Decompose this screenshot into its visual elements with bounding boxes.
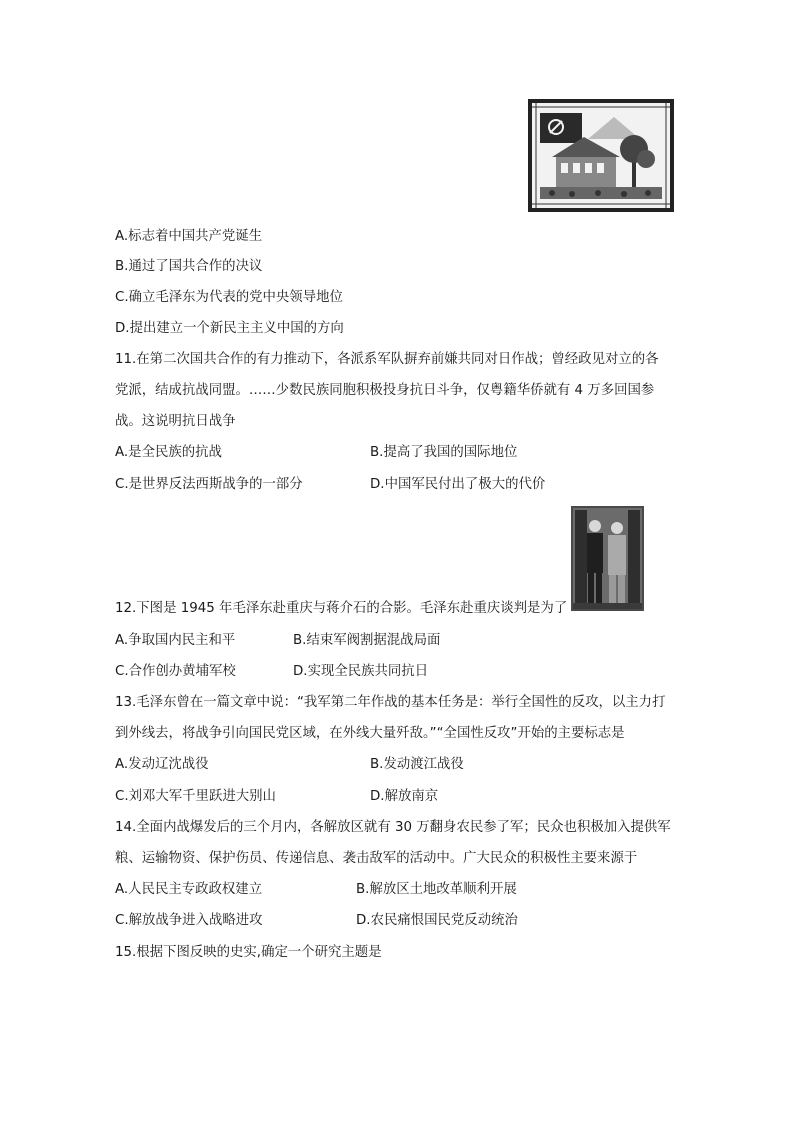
q13-stem-line2: 到外线去，将战争引向国民党区域，在外线大量歼敌。”“全国性反攻”开始的主要标志是: [115, 726, 625, 741]
q11-option-c: C.是世界反法西斯战争的一部分: [115, 477, 303, 492]
q14-option-c: C.解放战争进入战略进攻: [115, 913, 263, 928]
q13-option-b: B.发动渡江战役: [370, 757, 464, 772]
woodcut-image: [528, 99, 674, 212]
q14-stem-line2: 粮、运输物资、保护伤员、传递信息、袭击敌军的活动中。广大民众的积极性主要来源于: [115, 851, 638, 866]
q15-stem: 15.根据下图反映的史实,确定一个研究主题是: [115, 945, 382, 960]
q11-stem-line1: 11.在第二次国共合作的有力推动下，各派系军队摒弃前嫌共同对日作战；曾经政见对立的各: [115, 352, 659, 367]
q10-option-d: D.提出建立一个新民主主义中国的方向: [115, 321, 344, 336]
q13-option-c: C.刘邓大军千里跃进大别山: [115, 789, 276, 804]
q11-option-d: D.中国军民付出了极大的代价: [370, 477, 546, 492]
q13-option-d: D.解放南京: [370, 789, 439, 804]
q11-stem-line2: 党派，结成抗战同盟。……少数民族同胞积极投身抗日斗争，仅粤籍华侨就有 4 万多回国参: [115, 383, 655, 398]
q14-stem-line1: 14.全面内战爆发后的三个月内，各解放区就有 30 万翻身农民参了军；民众也积极加入提供军: [115, 820, 671, 835]
q11-stem-line3: 战。这说明抗日战争: [115, 414, 236, 429]
q13-stem-line1: 13.毛泽东曾在一篇文章中说：“我军第二年作战的基本任务是：举行全国性的反攻，以主力打: [115, 695, 666, 710]
q10-option-b: B.通过了国共合作的决议: [115, 259, 263, 274]
q12-stem: 12.下图是 1945 年毛泽东赴重庆与蒋介石的合影。毛泽东赴重庆谈判是为了: [115, 601, 568, 616]
q13-option-a: A.发动辽沈战役: [115, 757, 209, 772]
q12-option-a: A.争取国内民主和平: [115, 633, 236, 648]
q10-option-a: A.标志着中国共产党诞生: [115, 229, 263, 244]
q10-option-c: C.确立毛泽东为代表的党中央领导地位: [115, 290, 343, 305]
q14-option-a: A.人民民主专政政权建立: [115, 882, 263, 897]
q12-option-c: C.合作创办黄埔军校: [115, 664, 236, 679]
q12-option-b: B.结束军阀割据混战局面: [293, 633, 441, 648]
q14-option-b: B.解放区土地改革顺利开展: [356, 882, 517, 897]
q11-option-b: B.提高了我国的国际地位: [370, 445, 518, 460]
q11-option-a: A.是全民族的抗战: [115, 445, 222, 460]
q12-option-d: D.实现全民族共同抗日: [293, 664, 429, 679]
q14-option-d: D.农民痛恨国民党反动统治: [356, 913, 518, 928]
photo-image: [571, 506, 644, 611]
